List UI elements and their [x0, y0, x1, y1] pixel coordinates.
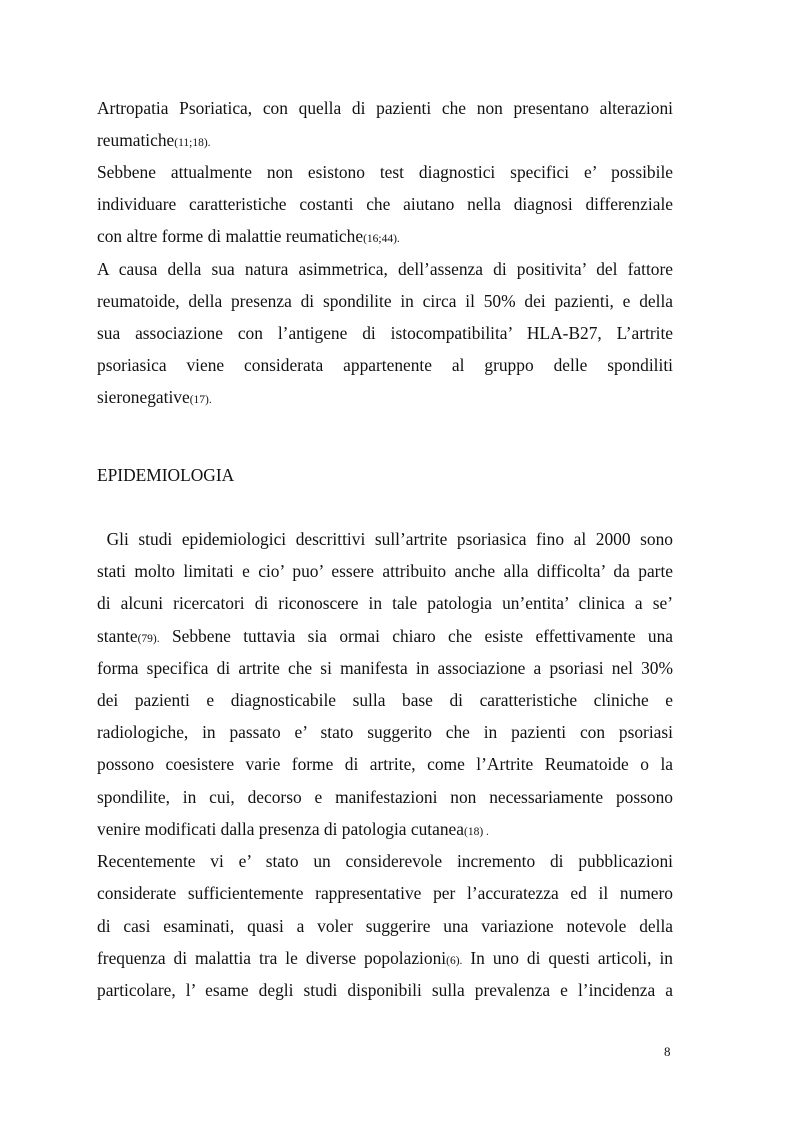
line-text: considerate sufficientemente rappresentative per l’accuratezza ed il numero	[97, 883, 673, 903]
line-text: Gli studi epidemiologici descrittivi sull’artrite psoriasica fino al 2000 sono	[97, 529, 673, 549]
citation: (79).	[137, 633, 160, 645]
line-text: individuare caratteristiche costanti che aiutano nella diagnosi differenziale	[97, 194, 673, 214]
text-line	[97, 850, 673, 872]
text-line	[97, 161, 673, 183]
line-text: Artropatia Psoriatica, con quella di pazienti che non presentano alterazioni	[97, 98, 673, 118]
text-line	[97, 721, 673, 743]
text-line	[97, 560, 673, 582]
text-line	[97, 592, 673, 614]
text-line	[97, 225, 673, 250]
text-line	[97, 689, 673, 711]
citation: (11;18).	[174, 137, 211, 149]
text-line	[97, 290, 673, 312]
line-text: radiologiche, in passato e’ stato suggerito che in pazienti con psoriasi	[97, 722, 673, 742]
section-heading: EPIDEMIOLOGIA	[97, 465, 235, 485]
line-text: Recentemente vi e’ stato un considerevole incremento di pubblicazioni	[97, 851, 673, 871]
line-text-tail: Sebbene tuttavia sia ormai chiaro che esiste effettivamente una	[159, 626, 673, 646]
line-text: A causa della sua natura asimmetrica, dell’assenza di positivita’ del fattore	[97, 259, 673, 279]
citation: (18) .	[463, 826, 489, 838]
text-line	[97, 354, 673, 376]
line-text: venire modificati dalla presenza di patologia cutanea	[97, 819, 464, 839]
line-text: di casi esaminati, quasi a voler suggerire una variazione notevole della	[97, 916, 673, 936]
line-text: stante	[97, 626, 138, 646]
text-line	[97, 386, 673, 411]
line-text: possono coesistere varie forme di artrite, come l’Artrite Reumatoide o la	[97, 754, 673, 774]
line-text: spondilite, in cui, decorso e manifestazioni non necessariamente possono	[97, 787, 673, 807]
text-line	[97, 129, 673, 154]
text-line	[97, 322, 673, 344]
text-line	[97, 193, 673, 215]
line-text: reumatoide, della presenza di spondilite in circa il 50% dei pazienti, e della	[97, 291, 673, 311]
text-line	[97, 753, 673, 775]
text-line	[97, 625, 673, 650]
citation: (17).	[189, 394, 212, 406]
line-text: stati molto limitati e cio’ puo’ essere attribuito anche alla difficolta’ da parte	[97, 561, 673, 581]
text-line	[97, 882, 673, 904]
text-line	[97, 657, 673, 679]
citation: (16;44).	[363, 233, 400, 245]
text-line	[97, 528, 673, 550]
line-text: particolare, l’ esame degli studi disponibili sulla prevalenza e l’incidenza a	[97, 980, 673, 1000]
text-line	[97, 979, 673, 1001]
line-text: frequenza di malattia tra le diverse popolazioni	[97, 948, 447, 968]
text-line	[97, 947, 673, 972]
line-text-tail: In uno di questi articoli, in	[462, 948, 673, 968]
text-line	[97, 915, 673, 937]
text-line	[97, 97, 673, 119]
text-line	[97, 786, 673, 808]
line-text: psoriasica viene considerata appartenente al gruppo delle spondiliti	[97, 355, 673, 375]
page-number: 8	[664, 1044, 671, 1059]
line-text: reumatiche	[97, 130, 175, 150]
line-text: Sebbene attualmente non esistono test diagnostici specifici e’ possibile	[97, 162, 673, 182]
line-text: sua associazione con l’antigene di istocompatibilita’ HLA-B27, L’artrite	[97, 323, 673, 343]
line-text: con altre forme di malattie reumatiche	[97, 226, 364, 246]
citation: (6).	[446, 955, 463, 967]
text-line	[97, 818, 673, 843]
line-text: di alcuni ricercatori di riconoscere in tale patologia un’entita’ clinica a se’	[97, 593, 673, 613]
line-text: forma specifica di artrite che si manifesta in associazione a psoriasi nel 30%	[97, 658, 673, 678]
line-text: dei pazienti e diagnosticabile sulla base di caratteristiche cliniche e	[97, 690, 673, 710]
text-line	[97, 258, 673, 280]
line-text: sieronegative	[97, 387, 190, 407]
